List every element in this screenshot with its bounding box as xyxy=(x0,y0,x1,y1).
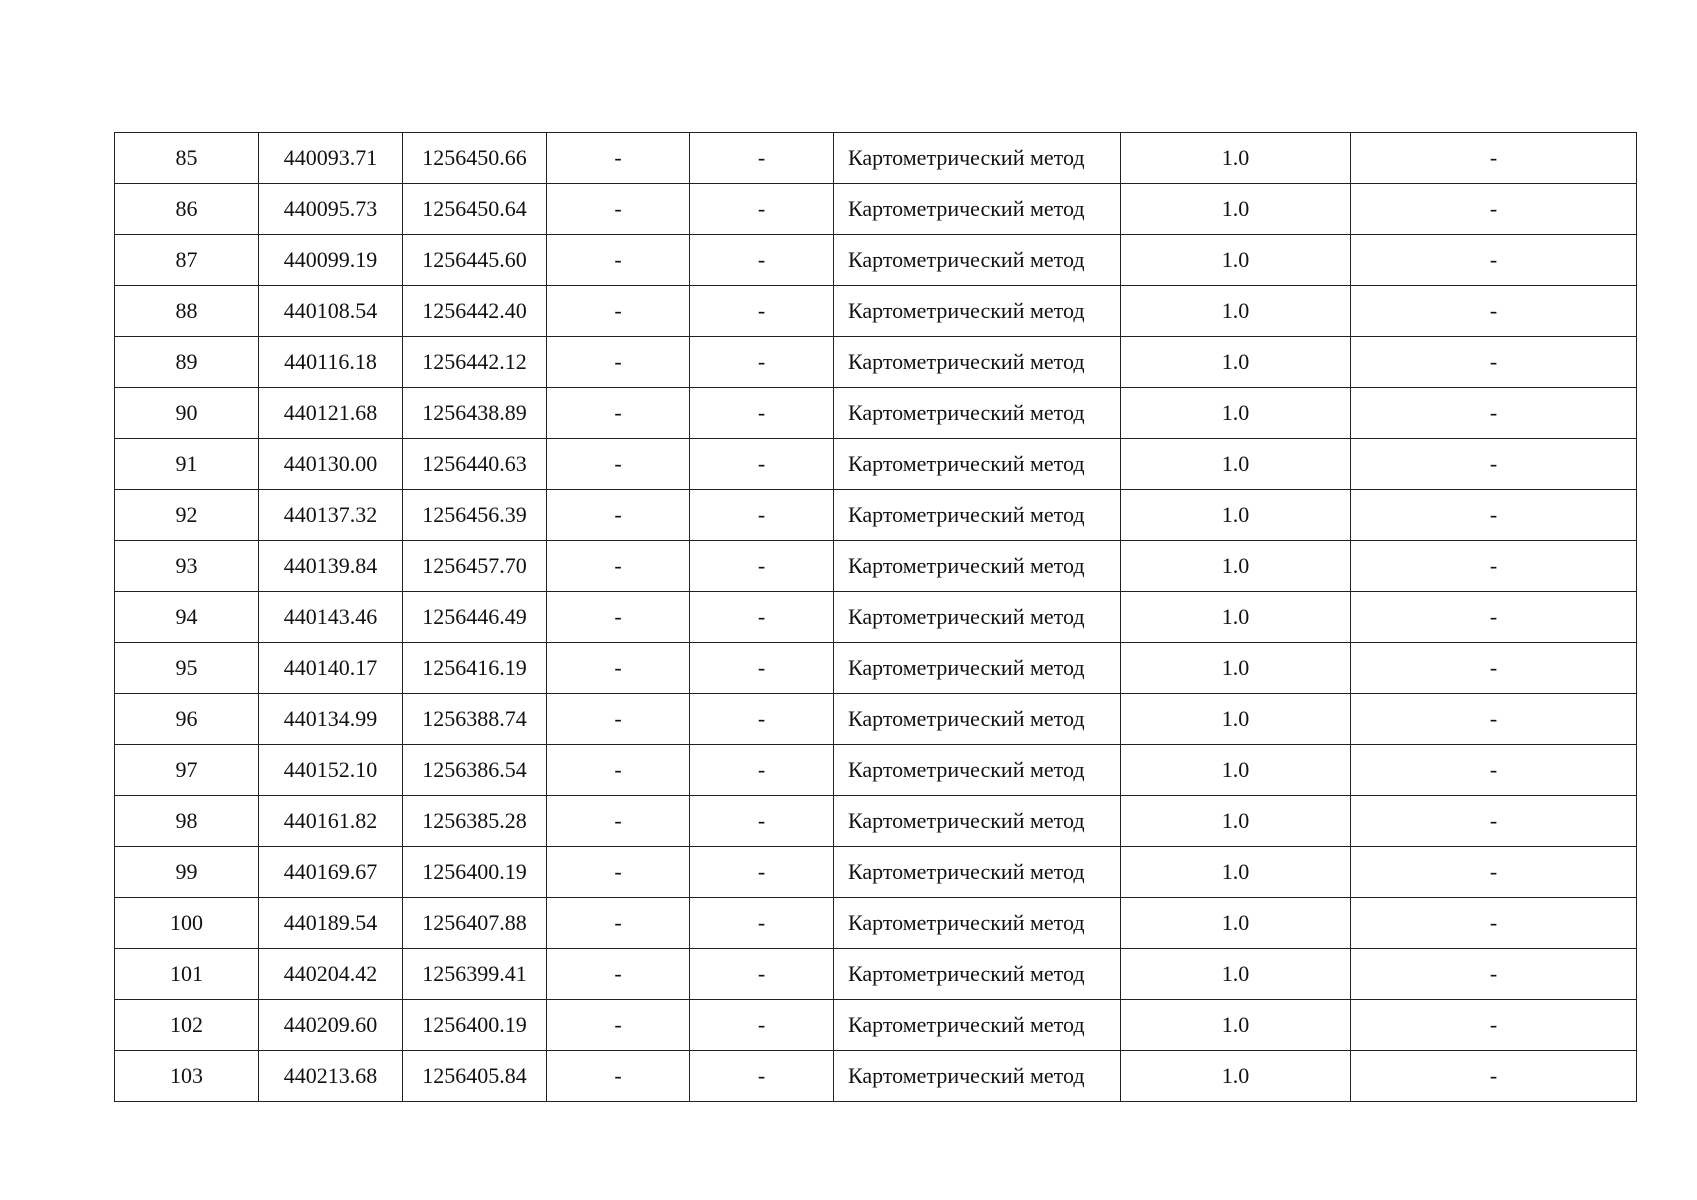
accuracy-cell: 1.0 xyxy=(1121,643,1351,694)
empty-value-cell: - xyxy=(1351,694,1637,745)
empty-value-cell: - xyxy=(547,847,690,898)
y-coordinate-cell: 1256386.54 xyxy=(403,745,547,796)
empty-value-cell: - xyxy=(690,1051,834,1102)
empty-value-cell: - xyxy=(547,337,690,388)
accuracy-cell: 1.0 xyxy=(1121,796,1351,847)
empty-value-cell: - xyxy=(1351,235,1637,286)
empty-value-cell: - xyxy=(1351,337,1637,388)
accuracy-cell: 1.0 xyxy=(1121,490,1351,541)
empty-value-cell: - xyxy=(1351,439,1637,490)
empty-value-cell: - xyxy=(547,1000,690,1051)
x-coordinate-cell: 440143.46 xyxy=(259,592,403,643)
accuracy-cell: 1.0 xyxy=(1121,337,1351,388)
y-coordinate-cell: 1256456.39 xyxy=(403,490,547,541)
table-row xyxy=(115,184,1637,235)
empty-value-cell: - xyxy=(1351,796,1637,847)
table-row xyxy=(115,235,1637,286)
table-row xyxy=(115,745,1637,796)
point-number-cell: 88 xyxy=(115,286,259,337)
empty-value-cell: - xyxy=(547,184,690,235)
x-coordinate-cell: 440137.32 xyxy=(259,490,403,541)
empty-value-cell: - xyxy=(690,949,834,1000)
empty-value-cell: - xyxy=(547,490,690,541)
empty-value-cell: - xyxy=(1351,388,1637,439)
x-coordinate-cell: 440121.68 xyxy=(259,388,403,439)
x-coordinate-cell: 440116.18 xyxy=(259,337,403,388)
method-cell: Картометрический метод xyxy=(834,694,1121,745)
empty-value-cell: - xyxy=(1351,490,1637,541)
accuracy-cell: 1.0 xyxy=(1121,133,1351,184)
x-coordinate-cell: 440189.54 xyxy=(259,898,403,949)
x-coordinate-cell: 440204.42 xyxy=(259,949,403,1000)
empty-value-cell: - xyxy=(547,1051,690,1102)
empty-value-cell: - xyxy=(690,847,834,898)
method-cell: Картометрический метод xyxy=(834,949,1121,1000)
accuracy-cell: 1.0 xyxy=(1121,235,1351,286)
y-coordinate-cell: 1256405.84 xyxy=(403,1051,547,1102)
table-row xyxy=(115,643,1637,694)
accuracy-cell: 1.0 xyxy=(1121,1051,1351,1102)
empty-value-cell: - xyxy=(1351,898,1637,949)
empty-value-cell: - xyxy=(1351,541,1637,592)
x-coordinate-cell: 440093.71 xyxy=(259,133,403,184)
empty-value-cell: - xyxy=(547,439,690,490)
method-cell: Картометрический метод xyxy=(834,745,1121,796)
empty-value-cell: - xyxy=(690,592,834,643)
x-coordinate-cell: 440140.17 xyxy=(259,643,403,694)
empty-value-cell: - xyxy=(547,592,690,643)
empty-value-cell: - xyxy=(547,898,690,949)
empty-value-cell: - xyxy=(690,184,834,235)
document-page xyxy=(114,132,1636,1102)
table-row xyxy=(115,694,1637,745)
x-coordinate-cell: 440169.67 xyxy=(259,847,403,898)
y-coordinate-cell: 1256442.12 xyxy=(403,337,547,388)
empty-value-cell: - xyxy=(690,745,834,796)
empty-value-cell: - xyxy=(1351,1051,1637,1102)
empty-value-cell: - xyxy=(547,541,690,592)
empty-value-cell: - xyxy=(547,694,690,745)
point-number-cell: 96 xyxy=(115,694,259,745)
x-coordinate-cell: 440108.54 xyxy=(259,286,403,337)
accuracy-cell: 1.0 xyxy=(1121,184,1351,235)
table-row xyxy=(115,286,1637,337)
table-row xyxy=(115,439,1637,490)
empty-value-cell: - xyxy=(690,286,834,337)
point-number-cell: 93 xyxy=(115,541,259,592)
accuracy-cell: 1.0 xyxy=(1121,439,1351,490)
table-row xyxy=(115,388,1637,439)
method-cell: Картометрический метод xyxy=(834,898,1121,949)
x-coordinate-cell: 440161.82 xyxy=(259,796,403,847)
y-coordinate-cell: 1256399.41 xyxy=(403,949,547,1000)
empty-value-cell: - xyxy=(547,235,690,286)
accuracy-cell: 1.0 xyxy=(1121,286,1351,337)
empty-value-cell: - xyxy=(1351,745,1637,796)
accuracy-cell: 1.0 xyxy=(1121,1000,1351,1051)
table-row xyxy=(115,796,1637,847)
empty-value-cell: - xyxy=(1351,133,1637,184)
method-cell: Картометрический метод xyxy=(834,286,1121,337)
point-number-cell: 97 xyxy=(115,745,259,796)
empty-value-cell: - xyxy=(547,745,690,796)
y-coordinate-cell: 1256457.70 xyxy=(403,541,547,592)
y-coordinate-cell: 1256385.28 xyxy=(403,796,547,847)
method-cell: Картометрический метод xyxy=(834,133,1121,184)
y-coordinate-cell: 1256438.89 xyxy=(403,388,547,439)
empty-value-cell: - xyxy=(547,949,690,1000)
method-cell: Картометрический метод xyxy=(834,592,1121,643)
x-coordinate-cell: 440209.60 xyxy=(259,1000,403,1051)
y-coordinate-cell: 1256400.19 xyxy=(403,1000,547,1051)
method-cell: Картометрический метод xyxy=(834,847,1121,898)
empty-value-cell: - xyxy=(1351,847,1637,898)
point-number-cell: 89 xyxy=(115,337,259,388)
y-coordinate-cell: 1256450.66 xyxy=(403,133,547,184)
empty-value-cell: - xyxy=(690,388,834,439)
method-cell: Картометрический метод xyxy=(834,184,1121,235)
y-coordinate-cell: 1256388.74 xyxy=(403,694,547,745)
empty-value-cell: - xyxy=(690,796,834,847)
y-coordinate-cell: 1256445.60 xyxy=(403,235,547,286)
method-cell: Картометрический метод xyxy=(834,490,1121,541)
accuracy-cell: 1.0 xyxy=(1121,949,1351,1000)
x-coordinate-cell: 440134.99 xyxy=(259,694,403,745)
table-row xyxy=(115,1000,1637,1051)
x-coordinate-cell: 440213.68 xyxy=(259,1051,403,1102)
point-number-cell: 101 xyxy=(115,949,259,1000)
point-number-cell: 94 xyxy=(115,592,259,643)
empty-value-cell: - xyxy=(690,643,834,694)
x-coordinate-cell: 440130.00 xyxy=(259,439,403,490)
accuracy-cell: 1.0 xyxy=(1121,847,1351,898)
empty-value-cell: - xyxy=(690,439,834,490)
point-number-cell: 100 xyxy=(115,898,259,949)
point-number-cell: 92 xyxy=(115,490,259,541)
y-coordinate-cell: 1256442.40 xyxy=(403,286,547,337)
accuracy-cell: 1.0 xyxy=(1121,592,1351,643)
point-number-cell: 102 xyxy=(115,1000,259,1051)
empty-value-cell: - xyxy=(690,898,834,949)
method-cell: Картометрический метод xyxy=(834,439,1121,490)
empty-value-cell: - xyxy=(690,235,834,286)
empty-value-cell: - xyxy=(1351,1000,1637,1051)
empty-value-cell: - xyxy=(1351,949,1637,1000)
y-coordinate-cell: 1256446.49 xyxy=(403,592,547,643)
accuracy-cell: 1.0 xyxy=(1121,388,1351,439)
accuracy-cell: 1.0 xyxy=(1121,898,1351,949)
empty-value-cell: - xyxy=(547,643,690,694)
method-cell: Картометрический метод xyxy=(834,388,1121,439)
empty-value-cell: - xyxy=(690,694,834,745)
x-coordinate-cell: 440152.10 xyxy=(259,745,403,796)
accuracy-cell: 1.0 xyxy=(1121,745,1351,796)
x-coordinate-cell: 440099.19 xyxy=(259,235,403,286)
table-row xyxy=(115,541,1637,592)
empty-value-cell: - xyxy=(547,388,690,439)
method-cell: Картометрический метод xyxy=(834,541,1121,592)
point-number-cell: 103 xyxy=(115,1051,259,1102)
point-number-cell: 99 xyxy=(115,847,259,898)
method-cell: Картометрический метод xyxy=(834,1000,1121,1051)
point-number-cell: 98 xyxy=(115,796,259,847)
empty-value-cell: - xyxy=(690,133,834,184)
method-cell: Картометрический метод xyxy=(834,235,1121,286)
empty-value-cell: - xyxy=(547,286,690,337)
y-coordinate-cell: 1256400.19 xyxy=(403,847,547,898)
empty-value-cell: - xyxy=(1351,286,1637,337)
point-number-cell: 91 xyxy=(115,439,259,490)
method-cell: Картометрический метод xyxy=(834,796,1121,847)
table-body xyxy=(115,133,1637,1102)
empty-value-cell: - xyxy=(690,1000,834,1051)
method-cell: Картометрический метод xyxy=(834,643,1121,694)
coordinates-table xyxy=(114,132,1637,1102)
table-row xyxy=(115,337,1637,388)
empty-value-cell: - xyxy=(690,541,834,592)
table-row xyxy=(115,592,1637,643)
point-number-cell: 85 xyxy=(115,133,259,184)
accuracy-cell: 1.0 xyxy=(1121,694,1351,745)
point-number-cell: 86 xyxy=(115,184,259,235)
x-coordinate-cell: 440095.73 xyxy=(259,184,403,235)
empty-value-cell: - xyxy=(547,133,690,184)
empty-value-cell: - xyxy=(1351,184,1637,235)
table-row xyxy=(115,898,1637,949)
y-coordinate-cell: 1256416.19 xyxy=(403,643,547,694)
y-coordinate-cell: 1256450.64 xyxy=(403,184,547,235)
empty-value-cell: - xyxy=(1351,592,1637,643)
table-row xyxy=(115,1051,1637,1102)
accuracy-cell: 1.0 xyxy=(1121,541,1351,592)
point-number-cell: 87 xyxy=(115,235,259,286)
empty-value-cell: - xyxy=(1351,643,1637,694)
table-row xyxy=(115,490,1637,541)
table-row xyxy=(115,847,1637,898)
empty-value-cell: - xyxy=(690,490,834,541)
y-coordinate-cell: 1256407.88 xyxy=(403,898,547,949)
method-cell: Картометрический метод xyxy=(834,337,1121,388)
empty-value-cell: - xyxy=(547,796,690,847)
y-coordinate-cell: 1256440.63 xyxy=(403,439,547,490)
method-cell: Картометрический метод xyxy=(834,1051,1121,1102)
table-row xyxy=(115,949,1637,1000)
x-coordinate-cell: 440139.84 xyxy=(259,541,403,592)
point-number-cell: 95 xyxy=(115,643,259,694)
table-row xyxy=(115,133,1637,184)
empty-value-cell: - xyxy=(690,337,834,388)
point-number-cell: 90 xyxy=(115,388,259,439)
